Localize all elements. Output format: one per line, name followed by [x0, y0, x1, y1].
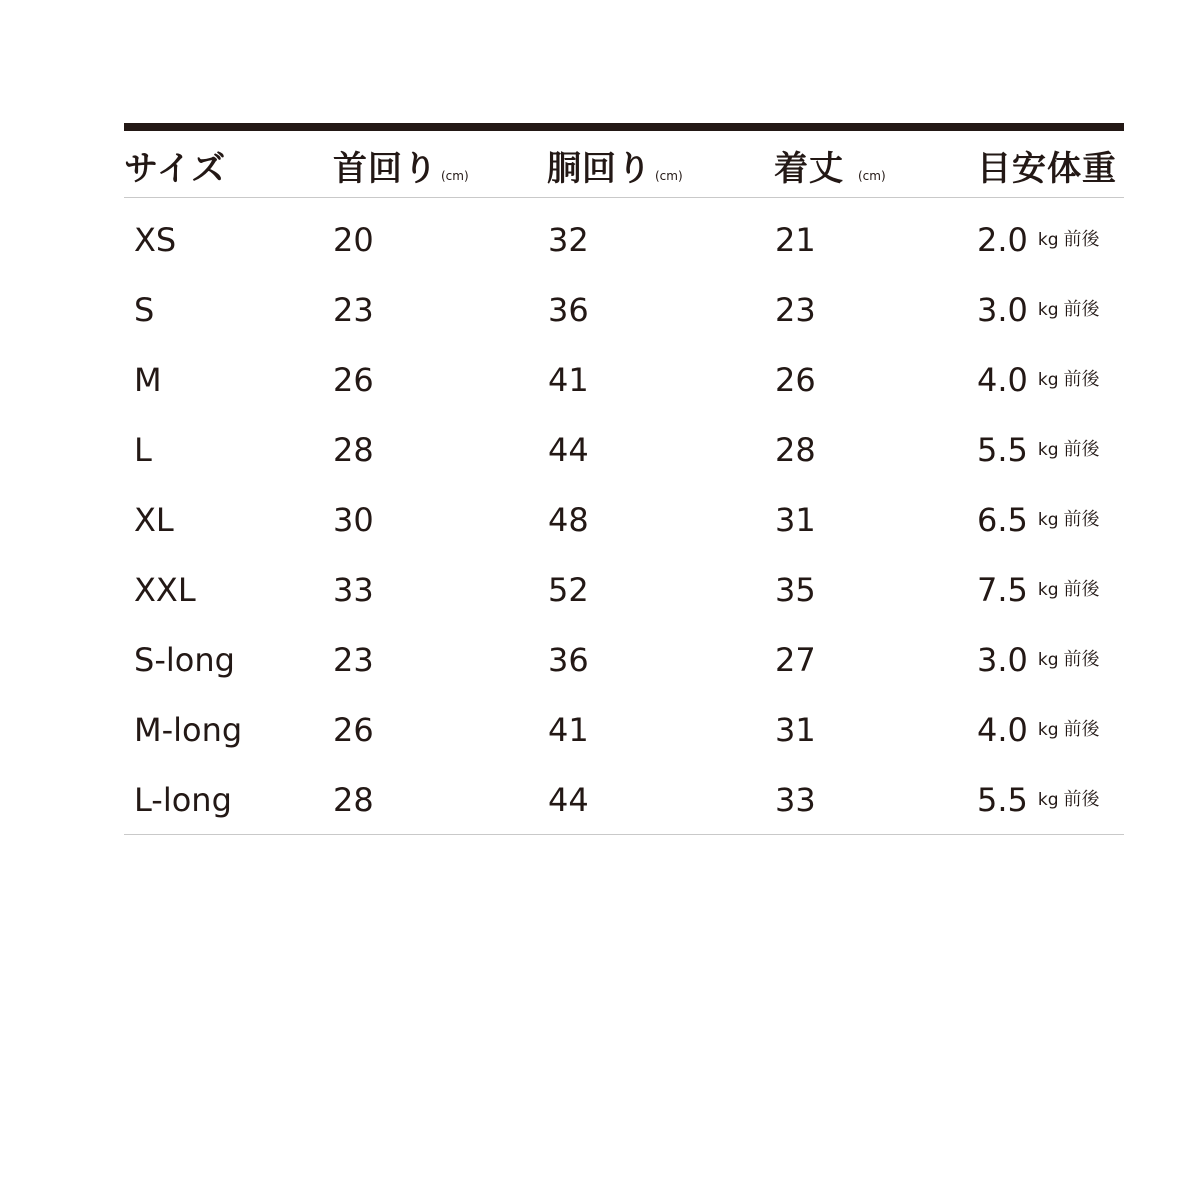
cell-weight: [977, 218, 1100, 262]
table-body: [124, 198, 1124, 832]
cell-chest: 44: [548, 781, 589, 819]
cell-size: XS: [134, 221, 177, 259]
cell-neck: 28: [333, 431, 374, 469]
table-bottom-rule: [124, 834, 1124, 835]
table-top-rule: [124, 123, 1124, 131]
cell-weight-suffix: 前後: [1063, 369, 1100, 390]
header-length-unit: (cm): [858, 169, 886, 183]
cell-weight-suffix: 前後: [1063, 509, 1100, 530]
cell-chest: 52: [548, 571, 589, 609]
cell-weight-value: 2.0: [977, 221, 1028, 259]
cell-weight-value: 6.5: [977, 501, 1028, 539]
cell-weight-unit: kg: [1037, 720, 1059, 740]
cell-size: L: [134, 431, 152, 469]
cell-chest: 44: [548, 431, 589, 469]
header-neck-label: 首回り: [333, 149, 438, 189]
cell-chest: 32: [548, 221, 589, 259]
table-row: [124, 692, 1124, 762]
cell-neck: 28: [333, 781, 374, 819]
cell-chest: 36: [548, 641, 589, 679]
table-header-row: [124, 131, 1124, 198]
cell-weight-unit: kg: [1037, 300, 1059, 320]
cell-weight: [977, 288, 1100, 332]
cell-weight: [977, 568, 1100, 612]
cell-weight-suffix: 前後: [1063, 229, 1100, 250]
cell-size: XXL: [134, 571, 196, 609]
cell-weight-suffix: 前後: [1063, 299, 1100, 320]
table-row: [124, 272, 1124, 342]
cell-weight-value: 4.0: [977, 711, 1028, 749]
cell-weight-value: 5.5: [977, 781, 1028, 819]
cell-weight-unit: kg: [1037, 440, 1059, 460]
cell-chest: 41: [548, 361, 589, 399]
cell-neck: 20: [333, 221, 374, 259]
cell-chest: 41: [548, 711, 589, 749]
cell-weight-unit: kg: [1037, 510, 1059, 530]
cell-weight-value: 5.5: [977, 431, 1028, 469]
cell-weight-unit: kg: [1037, 650, 1059, 670]
cell-weight-suffix: 前後: [1063, 649, 1100, 670]
cell-weight-unit: kg: [1037, 580, 1059, 600]
cell-weight: [977, 638, 1100, 682]
header-chest: [547, 147, 683, 191]
cell-length: 26: [775, 361, 816, 399]
cell-neck: 33: [333, 571, 374, 609]
header-chest-unit: (cm): [655, 169, 683, 183]
cell-length: 31: [775, 711, 816, 749]
header-weight: [977, 147, 1117, 191]
cell-length: 33: [775, 781, 816, 819]
cell-neck: 30: [333, 501, 374, 539]
cell-weight: [977, 778, 1100, 822]
cell-chest: 36: [548, 291, 589, 329]
header-size: [124, 147, 226, 191]
cell-length: 35: [775, 571, 816, 609]
cell-weight-value: 3.0: [977, 291, 1028, 329]
header-neck: [333, 147, 469, 191]
cell-weight-suffix: 前後: [1063, 579, 1100, 600]
cell-size: M: [134, 361, 162, 399]
cell-length: 27: [775, 641, 816, 679]
header-neck-unit: (cm): [441, 169, 469, 183]
cell-weight-suffix: 前後: [1063, 439, 1100, 460]
cell-weight: [977, 358, 1100, 402]
header-length: [774, 147, 886, 191]
table-row: [124, 622, 1124, 692]
cell-chest: 48: [548, 501, 589, 539]
cell-neck: 23: [333, 291, 374, 329]
cell-weight-unit: kg: [1037, 230, 1059, 250]
table-row: [124, 342, 1124, 412]
header-chest-label: 胴回り: [547, 149, 652, 189]
cell-weight-value: 4.0: [977, 361, 1028, 399]
table-row: [124, 552, 1124, 622]
cell-length: 21: [775, 221, 816, 259]
cell-weight-suffix: 前後: [1063, 789, 1100, 810]
cell-size: XL: [134, 501, 174, 539]
cell-neck: 26: [333, 711, 374, 749]
table-row: [124, 412, 1124, 482]
cell-weight: [977, 498, 1100, 542]
cell-size: S: [134, 291, 155, 329]
table-row: [124, 202, 1124, 272]
cell-weight: [977, 708, 1100, 752]
header-size-label: サイズ: [124, 149, 227, 189]
cell-length: 28: [775, 431, 816, 469]
cell-weight-unit: kg: [1037, 790, 1059, 810]
cell-weight-unit: kg: [1037, 370, 1059, 390]
cell-length: 23: [775, 291, 816, 329]
cell-weight-suffix: 前後: [1063, 719, 1100, 740]
cell-size: M-long: [134, 711, 243, 749]
cell-weight: [977, 428, 1100, 472]
cell-size: S-long: [134, 641, 235, 679]
cell-weight-value: 7.5: [977, 571, 1028, 609]
cell-length: 31: [775, 501, 816, 539]
cell-weight-value: 3.0: [977, 641, 1028, 679]
size-chart-table: [124, 123, 1124, 835]
table-row: [124, 482, 1124, 552]
cell-size: L-long: [134, 781, 232, 819]
cell-neck: 23: [333, 641, 374, 679]
cell-neck: 26: [333, 361, 374, 399]
table-row: [124, 762, 1124, 832]
header-length-label: 着丈: [774, 149, 844, 189]
header-weight-label: 目安体重: [977, 149, 1117, 189]
